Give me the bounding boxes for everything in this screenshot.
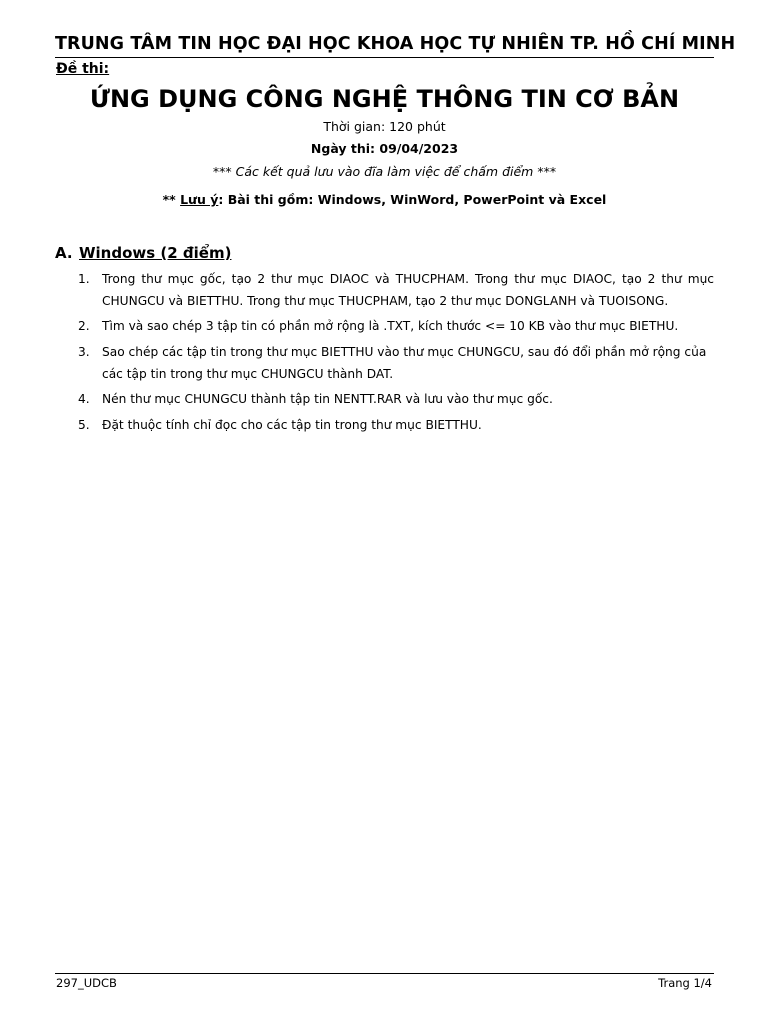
task-text: Sao chép các tập tin trong thư mục BIETTHU vào thư mục CHUNGCU, sau đó đổi phần mở rộng của các tập tin trong thư mục CHUNGCU thành DAT. — [102, 345, 707, 381]
task-number: 5. — [78, 418, 90, 432]
notice-label: Lưu ý — [180, 192, 219, 207]
exam-title: ỨNG DỤNG CÔNG NGHỆ THÔNG TIN CƠ BẢN — [89, 85, 680, 113]
task-number: 1. — [78, 272, 90, 286]
exam-notice — [55, 192, 714, 207]
task-text: Trong thư mục gốc, tạo 2 thư mục DIAOC và THUCPHAM. Trong thư mục DIAOC, tạo 2 thư mục CHUNGCU và BIETTHU. Trong thư mục THUCPHAM, tạo 2 thư mục DONGLANH và TUOISONG. — [102, 272, 714, 308]
task-item — [78, 268, 714, 312]
section-a-heading — [55, 244, 231, 262]
page-number: Trang 1/4 — [658, 976, 712, 990]
institution-header: TRUNG TÂM TIN HỌC ĐẠI HỌC KHOA HỌC TỰ NHIÊN TP. HỒ CHÍ MINH — [55, 34, 736, 54]
footer-divider — [55, 973, 714, 974]
section-letter: A. — [55, 244, 73, 262]
notice-text: : Bài thi gồm: Windows, WinWord, PowerPoint và Excel — [218, 192, 607, 207]
task-text: Đặt thuộc tính chỉ đọc cho các tập tin trong thư mục BIETTHU. — [102, 418, 482, 432]
section-title: Windows (2 điểm) — [79, 244, 232, 262]
task-number: 4. — [78, 392, 90, 406]
task-item — [78, 414, 714, 436]
task-item — [78, 341, 714, 385]
task-number: 2. — [78, 319, 90, 333]
task-item — [78, 315, 714, 337]
task-item — [78, 388, 714, 410]
task-text: Nén thư mục CHUNGCU thành tập tin NENTT.RAR và lưu vào thư mục gốc. — [102, 392, 553, 406]
save-note: *** Các kết quả lưu vào đĩa làm việc để chấm điểm *** — [212, 164, 557, 179]
task-number: 3. — [78, 345, 90, 359]
document-code: 297_UDCB — [56, 976, 117, 990]
notice-prefix: ** — [162, 192, 181, 207]
header-divider — [55, 57, 714, 58]
task-text: Tìm và sao chép 3 tập tin có phần mở rộng là .TXT, kích thước <= 10 KB vào thư mục BIETHU. — [102, 319, 679, 333]
exam-duration: Thời gian: 120 phút — [323, 119, 446, 134]
exam-date: Ngày thi: 09/04/2023 — [310, 141, 459, 156]
exam-label: Đề thi: — [56, 61, 110, 77]
